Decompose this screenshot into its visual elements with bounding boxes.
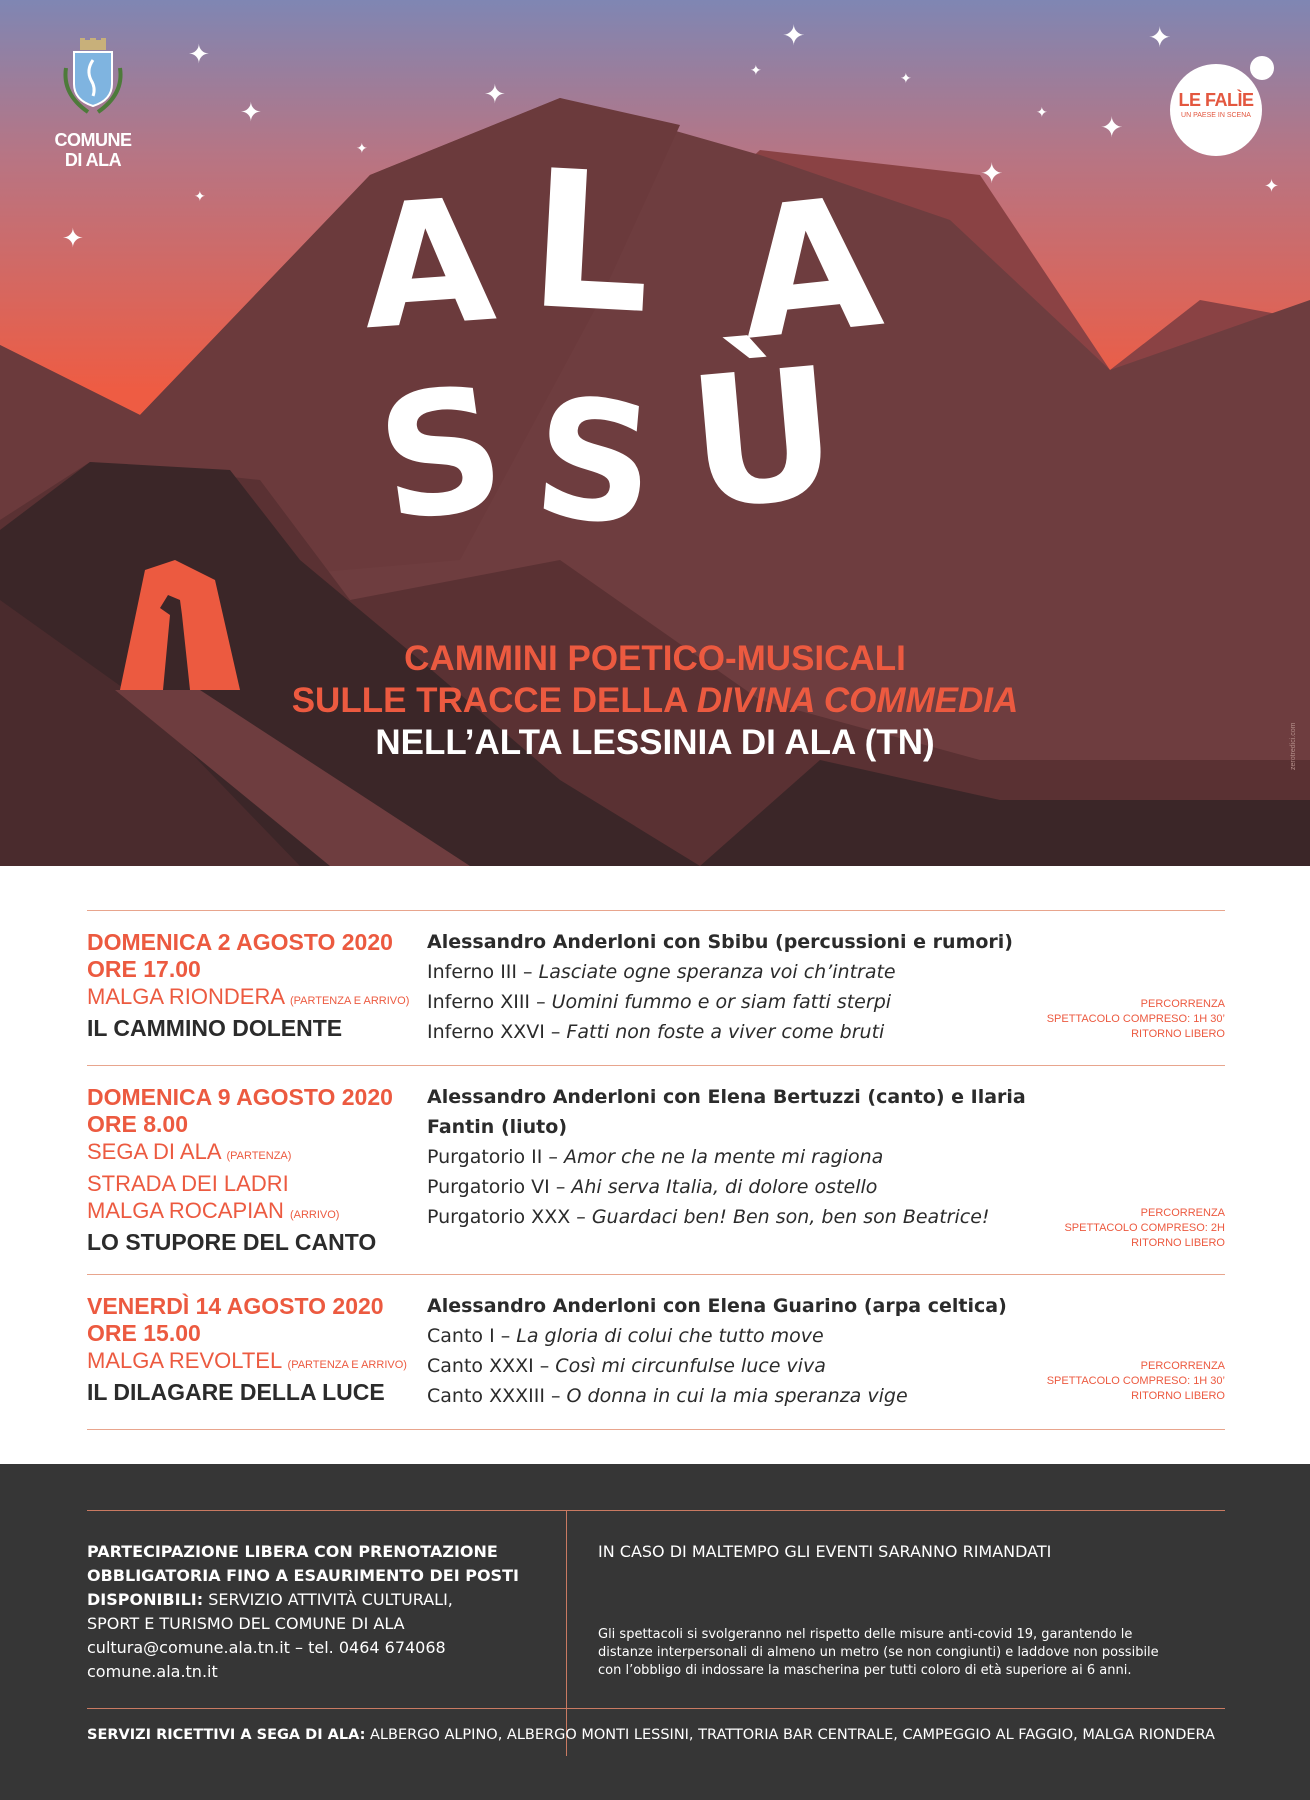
duration-line: PERCORRENZA bbox=[1140, 1360, 1225, 1372]
event-info bbox=[87, 1084, 417, 1256]
bad-weather-note: IN CASO DI MALTEMPO GLI EVENTI SARANNO RIMANDATI bbox=[598, 1542, 1052, 1561]
canto-verse: Ahi serva Italia, di dolore ostello bbox=[571, 1176, 878, 1198]
event-date: DOMENICA 2 AGOSTO 2020 bbox=[87, 929, 393, 955]
location-note: (PARTENZA E ARRIVO) bbox=[287, 1359, 407, 1371]
logo-dot bbox=[1250, 56, 1274, 80]
designer-credit: zerotredici.com bbox=[1290, 722, 1297, 770]
subtitle bbox=[0, 638, 1310, 764]
comune-di-ala-logo bbox=[48, 38, 138, 170]
location-name: SEGA DI ALA bbox=[87, 1139, 221, 1164]
duration-line: RITORNO LIBERO bbox=[1131, 1028, 1225, 1040]
hero-illustration bbox=[0, 0, 1310, 866]
location-note: (PARTENZA) bbox=[226, 1150, 292, 1162]
falie-tagline: UN PAESE IN SCENA bbox=[1181, 112, 1251, 119]
duration-line: SPETTACOLO COMPRESO: 1H 30’ bbox=[1046, 1013, 1225, 1025]
event-location bbox=[87, 1197, 417, 1229]
canto-verse: Così mi circunfulse luce viva bbox=[555, 1355, 826, 1377]
location-name: STRADA DEI LADRI bbox=[87, 1171, 289, 1196]
title-letter: A bbox=[729, 158, 890, 381]
duration-line: RITORNO LIBERO bbox=[1131, 1390, 1225, 1402]
performers: Alessandro Anderloni con Sbibu (percussioni e rumori) bbox=[427, 931, 1013, 953]
canto-line bbox=[427, 1142, 1087, 1172]
canto-line bbox=[427, 1321, 1087, 1351]
coat-of-arms-icon bbox=[58, 38, 128, 120]
star-icon: ✦ bbox=[1148, 21, 1172, 54]
event-duration bbox=[1005, 997, 1225, 1042]
star-icon: ✦ bbox=[782, 19, 806, 52]
accommodation-services bbox=[87, 1726, 1215, 1744]
footer-divider bbox=[87, 1708, 1225, 1709]
booking-line bbox=[87, 1588, 547, 1612]
star-icon: ✦ bbox=[900, 71, 912, 87]
canto-line bbox=[427, 1381, 1087, 1411]
walk-title: LO STUPORE DEL CANTO bbox=[87, 1229, 377, 1255]
event-time: ORE 17.00 bbox=[87, 956, 201, 982]
star-icon: ✦ bbox=[356, 141, 368, 157]
canto-line bbox=[427, 1017, 1087, 1047]
canto-ref: Purgatorio XXX – bbox=[427, 1206, 592, 1228]
event-location bbox=[87, 983, 417, 1015]
event-location bbox=[87, 1170, 417, 1197]
location-name: MALGA RIONDERA bbox=[87, 984, 284, 1009]
footer bbox=[0, 1464, 1310, 1800]
footer-divider-vertical bbox=[566, 1510, 567, 1756]
event-location bbox=[87, 1347, 417, 1379]
event-performance bbox=[427, 1082, 1087, 1232]
canto-line bbox=[427, 1202, 1087, 1232]
event-performance bbox=[427, 1291, 1087, 1411]
location-note: (ARRIVO) bbox=[289, 1209, 340, 1221]
event-info bbox=[87, 929, 417, 1042]
title-letter: L bbox=[524, 128, 657, 357]
canto-ref: Canto XXXI – bbox=[427, 1355, 556, 1377]
event-row bbox=[87, 1274, 1225, 1430]
le-falie-logo bbox=[1170, 64, 1262, 156]
footer-divider bbox=[87, 1510, 1225, 1511]
canto-verse: Amor che ne la mente mi ragiona bbox=[563, 1146, 884, 1168]
booking-line: SPORT E TURISMO DEL COMUNE DI ALA bbox=[87, 1614, 405, 1633]
duration-line: RITORNO LIBERO bbox=[1131, 1237, 1225, 1249]
location-name: MALGA REVOLTEL bbox=[87, 1348, 282, 1373]
canto-verse: Fatti non foste a viver come bruti bbox=[566, 1021, 885, 1043]
canto-ref: Purgatorio II – bbox=[427, 1146, 564, 1168]
star-icon: ✦ bbox=[240, 98, 262, 128]
title-letter: Ù bbox=[681, 329, 845, 550]
event-duration bbox=[1005, 1359, 1225, 1404]
duration-line: PERCORRENZA bbox=[1140, 998, 1225, 1010]
duration-line: SPETTACOLO COMPRESO: 1H 30’ bbox=[1046, 1375, 1225, 1387]
event-location bbox=[87, 1138, 417, 1170]
star-icon: ✦ bbox=[188, 40, 210, 70]
canto-verse: O donna in cui la mia speranza vige bbox=[566, 1385, 908, 1407]
event-performance bbox=[427, 927, 1087, 1047]
covid-line: con l’obbligo di indossare la mascherina per tutti coloro di età superiore ai 6 anni. bbox=[598, 1663, 1132, 1678]
subtitle-line-3: NELL’ALTA LESSINIA DI ALA (TN) bbox=[375, 723, 935, 762]
contact-email-phone[interactable]: cultura@comune.ala.tn.it – tel. 0464 674068 bbox=[87, 1638, 446, 1657]
canto-verse: La gloria di colui che tutto move bbox=[516, 1325, 824, 1347]
walk-title: IL CAMMINO DOLENTE bbox=[87, 1015, 343, 1041]
booking-line bbox=[87, 1564, 547, 1588]
star-icon: ✦ bbox=[484, 80, 506, 110]
covid-note bbox=[598, 1626, 1238, 1680]
star-icon: ✦ bbox=[980, 157, 1004, 190]
star-icon: ✦ bbox=[1264, 176, 1280, 197]
title-letter: S bbox=[526, 361, 663, 563]
canto-ref: Inferno XXVI – bbox=[427, 1021, 567, 1043]
booking-bold: DISPONIBILI: bbox=[87, 1590, 204, 1609]
services-list: ALBERGO ALPINO, ALBERGO MONTI LESSINI, TRATTORIA BAR CENTRALE, CAMPEGGIO AL FAGGIO, MALGA RIONDERA bbox=[365, 1727, 1215, 1743]
services-label: SERVIZI RICETTIVI A SEGA DI ALA: bbox=[87, 1727, 366, 1743]
canto-line bbox=[427, 987, 1087, 1017]
duration-line: PERCORRENZA bbox=[1140, 1207, 1225, 1219]
canto-verse: Uomini fummo e or siam fatti sterpi bbox=[551, 991, 892, 1013]
event-program bbox=[87, 910, 1225, 1430]
booking-line bbox=[87, 1540, 547, 1564]
canto-verse: Guardaci ben! Ben son, ben son Beatrice! bbox=[591, 1206, 990, 1228]
subtitle-line-1: CAMMINI POETICO-MUSICALI bbox=[404, 639, 906, 678]
event-row bbox=[87, 1065, 1225, 1274]
booking-text: SERVIZIO ATTIVITÀ CULTURALI, bbox=[203, 1590, 453, 1609]
booking-info bbox=[87, 1540, 547, 1684]
website-link[interactable]: comune.ala.tn.it bbox=[87, 1662, 218, 1681]
covid-line: distanze interpersonali di almeno un metro (se non congiunti) e laddove non possibile bbox=[598, 1645, 1159, 1660]
event-time: ORE 8.00 bbox=[87, 1111, 188, 1137]
walk-title: IL DILAGARE DELLA LUCE bbox=[87, 1379, 385, 1405]
duration-line: SPETTACOLO COMPRESO: 2H bbox=[1064, 1222, 1225, 1234]
star-icon: ✦ bbox=[62, 224, 84, 254]
star-icon: ✦ bbox=[1100, 111, 1124, 144]
canto-ref: Inferno XIII – bbox=[427, 991, 552, 1013]
canto-ref: Canto I – bbox=[427, 1325, 517, 1347]
falie-title: LE FALÌE bbox=[1178, 90, 1254, 110]
event-info bbox=[87, 1293, 417, 1406]
subtitle-line-2 bbox=[0, 680, 1310, 722]
canto-ref: Canto XXXIII – bbox=[427, 1385, 567, 1407]
canto-verse: Lasciate ogne speranza voi ch’intrate bbox=[538, 961, 896, 983]
subtitle-line-2-prefix: SULLE TRACCE DELLA bbox=[291, 681, 697, 720]
canto-line bbox=[427, 957, 1087, 987]
booking-bold: OBBLIGATORIA FINO A ESAURIMENTO DEI POSTI bbox=[87, 1566, 519, 1585]
title-letter: S bbox=[366, 348, 516, 562]
location-note: (PARTENZA E ARRIVO) bbox=[289, 995, 410, 1007]
canto-line bbox=[427, 1351, 1087, 1381]
star-icon: ✦ bbox=[194, 189, 206, 205]
main-title bbox=[340, 128, 980, 580]
canto-ref: Purgatorio VI – bbox=[427, 1176, 572, 1198]
event-date: VENERDÌ 14 AGOSTO 2020 bbox=[87, 1293, 384, 1319]
performers: Alessandro Anderloni con Elena Guarino (arpa celtica) bbox=[427, 1295, 1007, 1317]
event-date: DOMENICA 9 AGOSTO 2020 bbox=[87, 1084, 393, 1110]
comune-name: COMUNE DI ALA bbox=[54, 130, 132, 170]
canto-line bbox=[427, 1172, 1087, 1202]
performers: Alessandro Anderloni con Elena Bertuzzi (canto) e Ilaria Fantin (liuto) bbox=[427, 1086, 1026, 1138]
subtitle-line-2-italic: DIVINA COMMEDIA bbox=[696, 681, 1019, 720]
star-icon: ✦ bbox=[1036, 105, 1048, 121]
title-letter: A bbox=[355, 161, 501, 369]
event-row bbox=[87, 910, 1225, 1065]
location-name: MALGA ROCAPIAN bbox=[87, 1198, 284, 1223]
star-icon: ✦ bbox=[750, 63, 762, 79]
event-duration bbox=[1005, 1206, 1225, 1251]
event-time: ORE 15.00 bbox=[87, 1320, 201, 1346]
canto-ref: Inferno III – bbox=[427, 961, 539, 983]
covid-line: Gli spettacoli si svolgeranno nel rispetto delle misure anti-covid 19, garantendo le bbox=[598, 1627, 1133, 1642]
booking-bold: PARTECIPAZIONE LIBERA CON PRENOTAZIONE bbox=[87, 1542, 498, 1561]
